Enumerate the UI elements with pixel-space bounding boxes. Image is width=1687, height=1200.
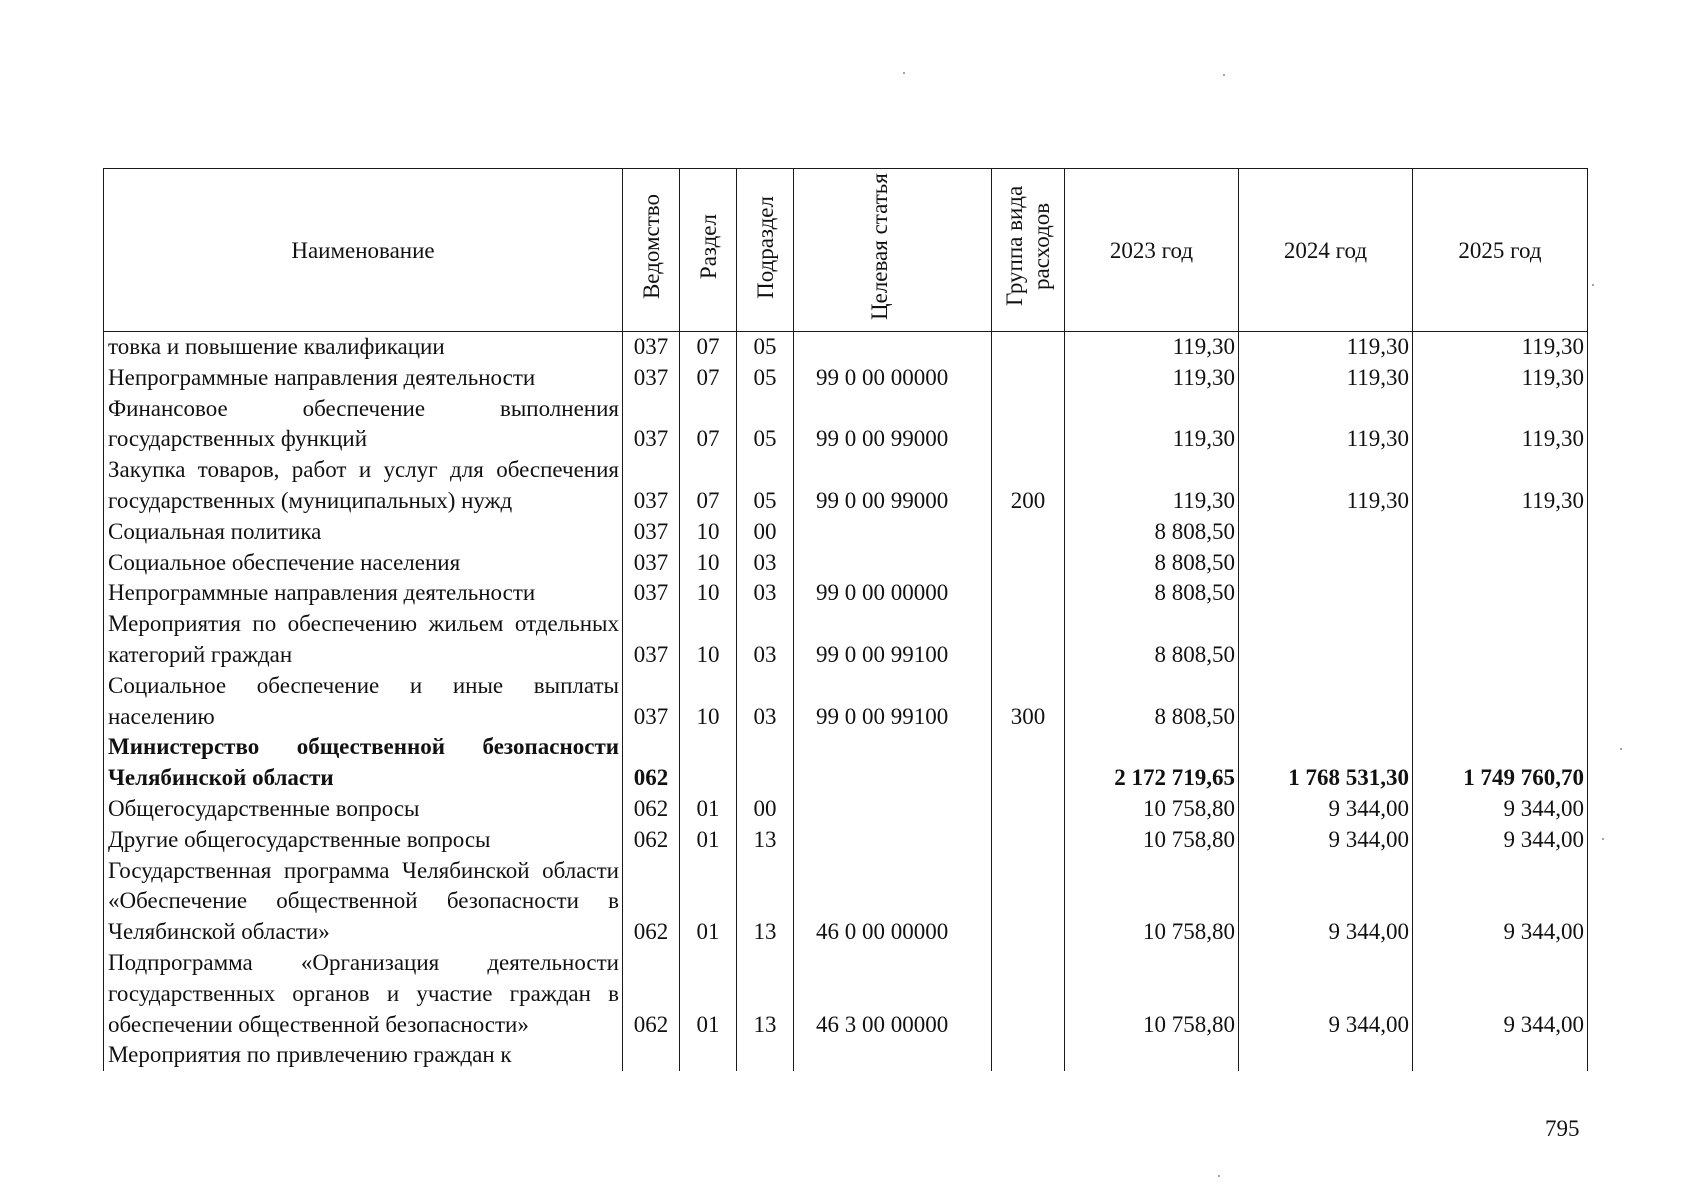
cell-department: 037 — [623, 671, 680, 733]
cell-2025: 119,30 — [1413, 455, 1588, 517]
scan-speck — [1620, 748, 1622, 750]
cell-department: 037 — [623, 609, 680, 671]
cell-section: 10 — [680, 548, 737, 579]
cell-2025 — [1413, 578, 1588, 609]
cell-section: 10 — [680, 609, 737, 671]
cell-target-article: 99 0 00 99000 — [794, 394, 992, 456]
cell-subsection: 03 — [737, 609, 794, 671]
cell-section: 01 — [680, 794, 737, 825]
cell-name: Социальное обеспечение населения — [104, 548, 623, 579]
cell-2023: 8 808,50 — [1065, 609, 1239, 671]
cell-expense-group — [992, 394, 1065, 456]
cell-name: Социальная политика — [104, 517, 623, 548]
cell-2024: 9 344,00 — [1239, 794, 1413, 825]
cell-expense-group — [992, 948, 1065, 1040]
table-row — [104, 794, 1588, 825]
table-row — [104, 578, 1588, 609]
cell-subsection: 13 — [737, 825, 794, 856]
cell-name: Мероприятия по привлечению граждан к — [104, 1040, 623, 1071]
cell-expense-group — [992, 517, 1065, 548]
cell-target-article: 99 0 00 00000 — [794, 363, 992, 394]
cell-subsection — [737, 732, 794, 794]
header-department: Ведомство — [623, 169, 680, 332]
cell-2023: 10 758,80 — [1065, 856, 1239, 948]
cell-section: 10 — [680, 578, 737, 609]
header-expense-group: Группа вида расходов — [992, 169, 1065, 332]
cell-expense-group — [992, 609, 1065, 671]
table-row — [104, 394, 1588, 456]
table-row — [104, 517, 1588, 548]
cell-2024 — [1239, 548, 1413, 579]
table-row — [104, 671, 1588, 733]
cell-subsection: 13 — [737, 948, 794, 1040]
cell-department: 062 — [623, 825, 680, 856]
cell-2023: 10 758,80 — [1065, 794, 1239, 825]
cell-2023: 119,30 — [1065, 394, 1239, 456]
table-row — [104, 1040, 1588, 1071]
cell-subsection: 05 — [737, 455, 794, 517]
cell-2023: 119,30 — [1065, 455, 1239, 517]
cell-2024: 119,30 — [1239, 394, 1413, 456]
cell-name: Министерство общественной безопасности Челябинской области — [104, 732, 623, 794]
cell-2024 — [1239, 578, 1413, 609]
cell-name: товка и повышение квалификации — [104, 332, 623, 363]
cell-target-article — [794, 517, 992, 548]
cell-expense-group — [992, 332, 1065, 363]
cell-expense-group: 200 — [992, 455, 1065, 517]
table-row — [104, 455, 1588, 517]
cell-department: 037 — [623, 548, 680, 579]
cell-name: Мероприятия по обеспечению жильем отдельных категорий граждан — [104, 609, 623, 671]
cell-2024: 119,30 — [1239, 363, 1413, 394]
cell-2025: 119,30 — [1413, 363, 1588, 394]
cell-2024 — [1239, 609, 1413, 671]
cell-department: 037 — [623, 455, 680, 517]
cell-target-article — [794, 794, 992, 825]
cell-name: Непрограммные направления деятельности — [104, 578, 623, 609]
cell-target-article: 46 0 00 00000 — [794, 856, 992, 948]
scan-speck — [1602, 838, 1604, 840]
table-row — [104, 825, 1588, 856]
cell-2023: 119,30 — [1065, 332, 1239, 363]
cell-section: 01 — [680, 856, 737, 948]
table-header-row — [104, 169, 1588, 332]
cell-name: Другие общегосударственные вопросы — [104, 825, 623, 856]
cell-section: 10 — [680, 517, 737, 548]
scan-speck — [903, 72, 905, 74]
cell-expense-group — [992, 578, 1065, 609]
cell-expense-group — [992, 794, 1065, 825]
budget-table — [103, 168, 1588, 1071]
cell-name: Подпрограмма «Организация деятельности государственных органов и участие граждан в обеспечении общественной безопасности» — [104, 948, 623, 1040]
cell-2023: 10 758,80 — [1065, 948, 1239, 1040]
cell-section: 07 — [680, 455, 737, 517]
header-target-article: Целевая статья — [794, 169, 992, 332]
cell-target-article: 99 0 00 99100 — [794, 609, 992, 671]
cell-department: 037 — [623, 578, 680, 609]
cell-subsection: 05 — [737, 363, 794, 394]
cell-section — [680, 732, 737, 794]
cell-expense-group — [992, 732, 1065, 794]
page-number: 795 — [1545, 1116, 1580, 1141]
cell-expense-group — [992, 548, 1065, 579]
cell-target-article: 99 0 00 99000 — [794, 455, 992, 517]
cell-2024: 9 344,00 — [1239, 948, 1413, 1040]
cell-2025 — [1413, 1040, 1588, 1071]
cell-subsection: 03 — [737, 578, 794, 609]
cell-2024: 9 344,00 — [1239, 856, 1413, 948]
cell-2024: 1 768 531,30 — [1239, 732, 1413, 794]
cell-2024 — [1239, 517, 1413, 548]
cell-2024 — [1239, 671, 1413, 733]
cell-subsection: 03 — [737, 671, 794, 733]
cell-subsection: 03 — [737, 548, 794, 579]
cell-subsection: 05 — [737, 332, 794, 363]
table-row — [104, 948, 1588, 1040]
header-name: Наименование — [104, 169, 623, 332]
cell-name: Социальное обеспечение и иные выплаты населению — [104, 671, 623, 733]
cell-target-article — [794, 825, 992, 856]
cell-department: 037 — [623, 394, 680, 456]
header-2023: 2023 год — [1065, 169, 1239, 332]
cell-department — [623, 1040, 680, 1071]
cell-2024: 119,30 — [1239, 455, 1413, 517]
cell-subsection: 00 — [737, 517, 794, 548]
cell-2025: 1 749 760,70 — [1413, 732, 1588, 794]
cell-subsection: 05 — [737, 394, 794, 456]
cell-2025: 9 344,00 — [1413, 825, 1588, 856]
cell-2025: 9 344,00 — [1413, 948, 1588, 1040]
cell-2024: 119,30 — [1239, 332, 1413, 363]
header-2024: 2024 год — [1239, 169, 1413, 332]
cell-2024 — [1239, 1040, 1413, 1071]
table-row — [104, 856, 1588, 948]
scan-speck — [1592, 284, 1594, 286]
cell-2023 — [1065, 1040, 1239, 1071]
cell-name: Закупка товаров, работ и услуг для обеспечения государственных (муниципальных) нужд — [104, 455, 623, 517]
table-row — [104, 732, 1588, 794]
cell-name: Финансовое обеспечение выполнения государственных функций — [104, 394, 623, 456]
cell-section: 10 — [680, 671, 737, 733]
header-2025: 2025 год — [1413, 169, 1588, 332]
cell-section — [680, 1040, 737, 1071]
cell-2025 — [1413, 609, 1588, 671]
scan-speck — [1223, 74, 1225, 76]
cell-department: 037 — [623, 363, 680, 394]
cell-target-article — [794, 732, 992, 794]
header-subsection: Подраздел — [737, 169, 794, 332]
cell-2023: 119,30 — [1065, 363, 1239, 394]
cell-subsection — [737, 1040, 794, 1071]
cell-target-article — [794, 332, 992, 363]
cell-name: Общегосударственные вопросы — [104, 794, 623, 825]
cell-expense-group — [992, 856, 1065, 948]
cell-section: 01 — [680, 825, 737, 856]
cell-2025: 9 344,00 — [1413, 856, 1588, 948]
cell-expense-group: 300 — [992, 671, 1065, 733]
table-row — [104, 363, 1588, 394]
cell-target-article — [794, 548, 992, 579]
cell-2023: 8 808,50 — [1065, 578, 1239, 609]
cell-target-article: 46 3 00 00000 — [794, 948, 992, 1040]
scan-speck — [1218, 1175, 1220, 1177]
cell-2023: 8 808,50 — [1065, 671, 1239, 733]
cell-department: 037 — [623, 332, 680, 363]
table-body — [104, 332, 1588, 1072]
cell-department: 037 — [623, 517, 680, 548]
cell-expense-group — [992, 825, 1065, 856]
cell-expense-group — [992, 1040, 1065, 1071]
table-row — [104, 609, 1588, 671]
cell-subsection: 00 — [737, 794, 794, 825]
cell-2025: 119,30 — [1413, 332, 1588, 363]
cell-2023: 8 808,50 — [1065, 517, 1239, 548]
cell-subsection: 13 — [737, 856, 794, 948]
cell-2024: 9 344,00 — [1239, 825, 1413, 856]
cell-target-article: 99 0 00 00000 — [794, 578, 992, 609]
cell-2025 — [1413, 517, 1588, 548]
cell-department: 062 — [623, 732, 680, 794]
cell-2025: 9 344,00 — [1413, 794, 1588, 825]
cell-section: 07 — [680, 394, 737, 456]
cell-target-article — [794, 1040, 992, 1071]
cell-2025 — [1413, 671, 1588, 733]
table-row — [104, 548, 1588, 579]
cell-2025 — [1413, 548, 1588, 579]
cell-name: Непрограммные направления деятельности — [104, 363, 623, 394]
cell-department: 062 — [623, 856, 680, 948]
cell-target-article: 99 0 00 99100 — [794, 671, 992, 733]
cell-section: 01 — [680, 948, 737, 1040]
cell-2025: 119,30 — [1413, 394, 1588, 456]
cell-2023: 2 172 719,65 — [1065, 732, 1239, 794]
header-section: Раздел — [680, 169, 737, 332]
cell-2023: 10 758,80 — [1065, 825, 1239, 856]
table-row — [104, 332, 1588, 363]
cell-section: 07 — [680, 363, 737, 394]
cell-expense-group — [992, 363, 1065, 394]
cell-section: 07 — [680, 332, 737, 363]
cell-department: 062 — [623, 794, 680, 825]
cell-2023: 8 808,50 — [1065, 548, 1239, 579]
cell-name: Государственная программа Челябинской области «Обеспечение общественной безопасности в Челябинской области» — [104, 856, 623, 948]
cell-department: 062 — [623, 948, 680, 1040]
